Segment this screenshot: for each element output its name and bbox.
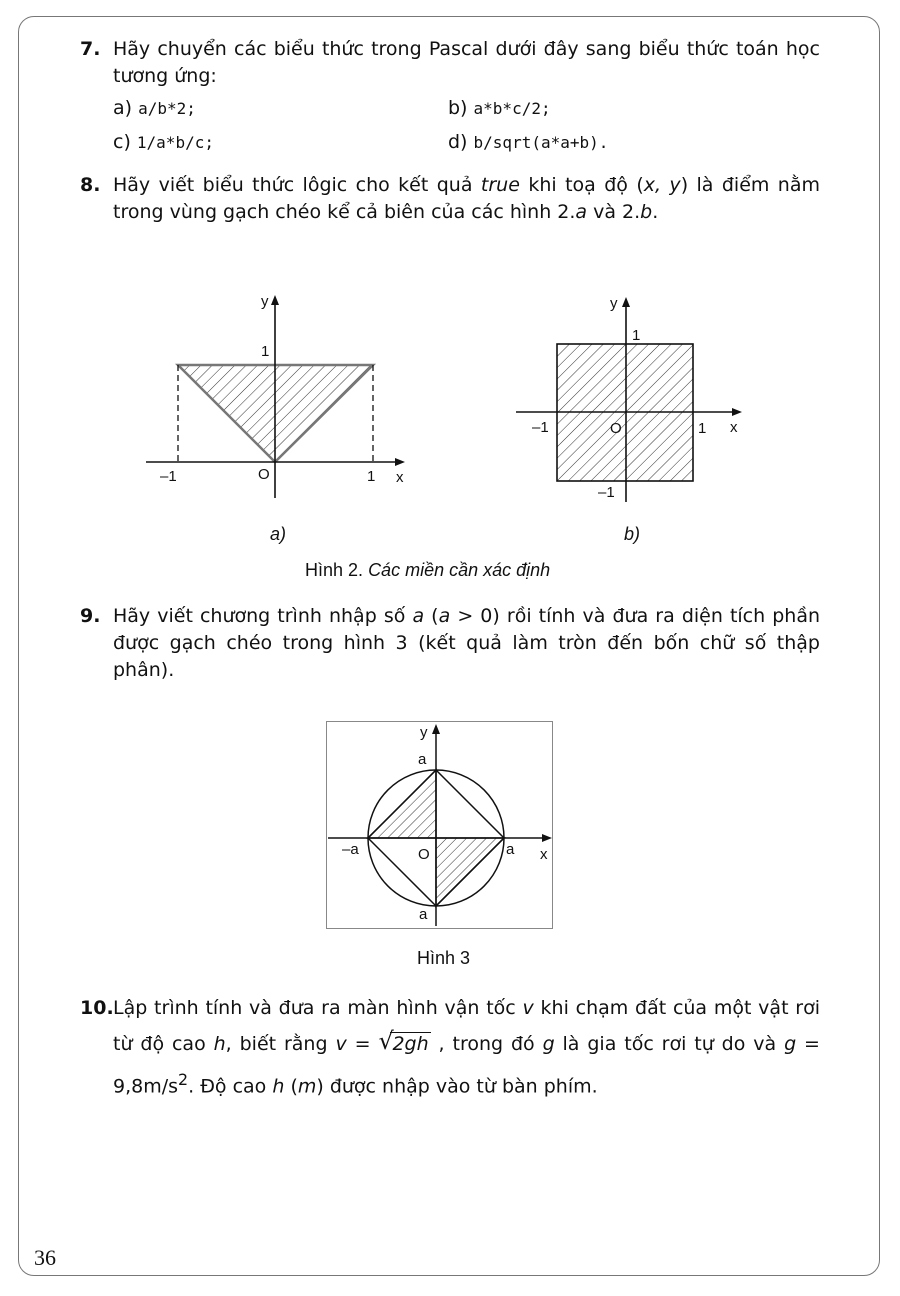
exercise-number: 8. xyxy=(80,174,101,196)
x-axis-label: x xyxy=(396,469,404,486)
option-a: a) a/b*2; xyxy=(113,97,196,119)
x-axis-arrow xyxy=(395,458,405,466)
tick-label: –1 xyxy=(160,468,177,485)
exercise-7 xyxy=(80,36,820,90)
figure-3 xyxy=(326,721,556,929)
exercise-text: Hãy viết biểu thức lôgic cho kết quả true khi toạ độ (x, y) là điểm nằm trong vùng gạch chéo kể cả biên của các hình 2.a và 2.b. xyxy=(113,174,820,223)
origin-label: O xyxy=(610,420,622,437)
figure-2-caption: Hình 2. Các miền cần xác định xyxy=(305,560,551,580)
exercise-number: 10. xyxy=(80,997,114,1019)
y-axis-arrow xyxy=(271,295,279,305)
figure-2b-label: b) xyxy=(624,524,641,544)
exercise-text: Hãy chuyển các biểu thức trong Pascal dưới đây sang biểu thức toán học tương ứng: xyxy=(113,38,820,87)
exercise-10 xyxy=(80,990,820,1104)
page-number: 36 xyxy=(34,1245,56,1270)
exercise-text: Lập trình tính và đưa ra màn hình vận tốc v khi chạm đất của một vật rơi từ độ cao h, biết rằng v = √ 2gh , trong đó g là gia tốc rơi tự do và $g = 9,8m/s^2$. Độ cao h (m) được nhập vào từ bàn phím. xyxy=(113,997,820,1098)
label-bottom: a xyxy=(419,906,428,923)
figure-2a-label: a) xyxy=(270,524,287,544)
y-axis-arrow xyxy=(432,724,440,734)
tick-label: 1 xyxy=(632,327,641,344)
y-axis-arrow xyxy=(622,297,630,307)
sqrt-expression: √ 2gh xyxy=(378,1027,429,1055)
y-axis-label: y xyxy=(420,724,428,741)
exercise-8 xyxy=(80,172,820,226)
exercise-number: 9. xyxy=(80,605,101,627)
label-left: –a xyxy=(342,841,359,858)
option-c: c) 1/a*b/c; xyxy=(113,131,214,153)
tick-label: 1 xyxy=(367,468,376,485)
tick-label: 1 xyxy=(261,343,270,360)
tick-label: –1 xyxy=(532,419,549,436)
label-right: a xyxy=(506,841,515,858)
exercise-9 xyxy=(80,603,820,684)
origin-label: O xyxy=(258,466,270,483)
figure-3-caption: Hình 3 xyxy=(417,948,471,968)
x-axis-label: x xyxy=(540,846,548,863)
exercise-text: Hãy viết chương trình nhập số a (a > 0) rồi tính và đưa ra diện tích phần được gạch chéo trong hình 3 (kết quả làm tròn đến bốn chữ số thập phân). xyxy=(113,605,821,681)
option-b: b) a*b*c/2; xyxy=(448,97,551,119)
exercise-number: 7. xyxy=(80,38,101,60)
tick-label: 1 xyxy=(698,420,707,437)
origin-label: O xyxy=(418,846,430,863)
tick-label: –1 xyxy=(598,484,615,501)
y-axis-label: y xyxy=(261,293,269,310)
y-axis-label: y xyxy=(610,295,618,312)
label-top: a xyxy=(418,751,427,768)
x-axis-arrow xyxy=(542,834,552,842)
figure-2b xyxy=(510,290,760,505)
option-d: d) b/sqrt(a*a+b). xyxy=(448,131,609,153)
figure-2a xyxy=(140,290,410,500)
x-axis-label: x xyxy=(730,419,738,436)
x-axis-arrow xyxy=(732,408,742,416)
